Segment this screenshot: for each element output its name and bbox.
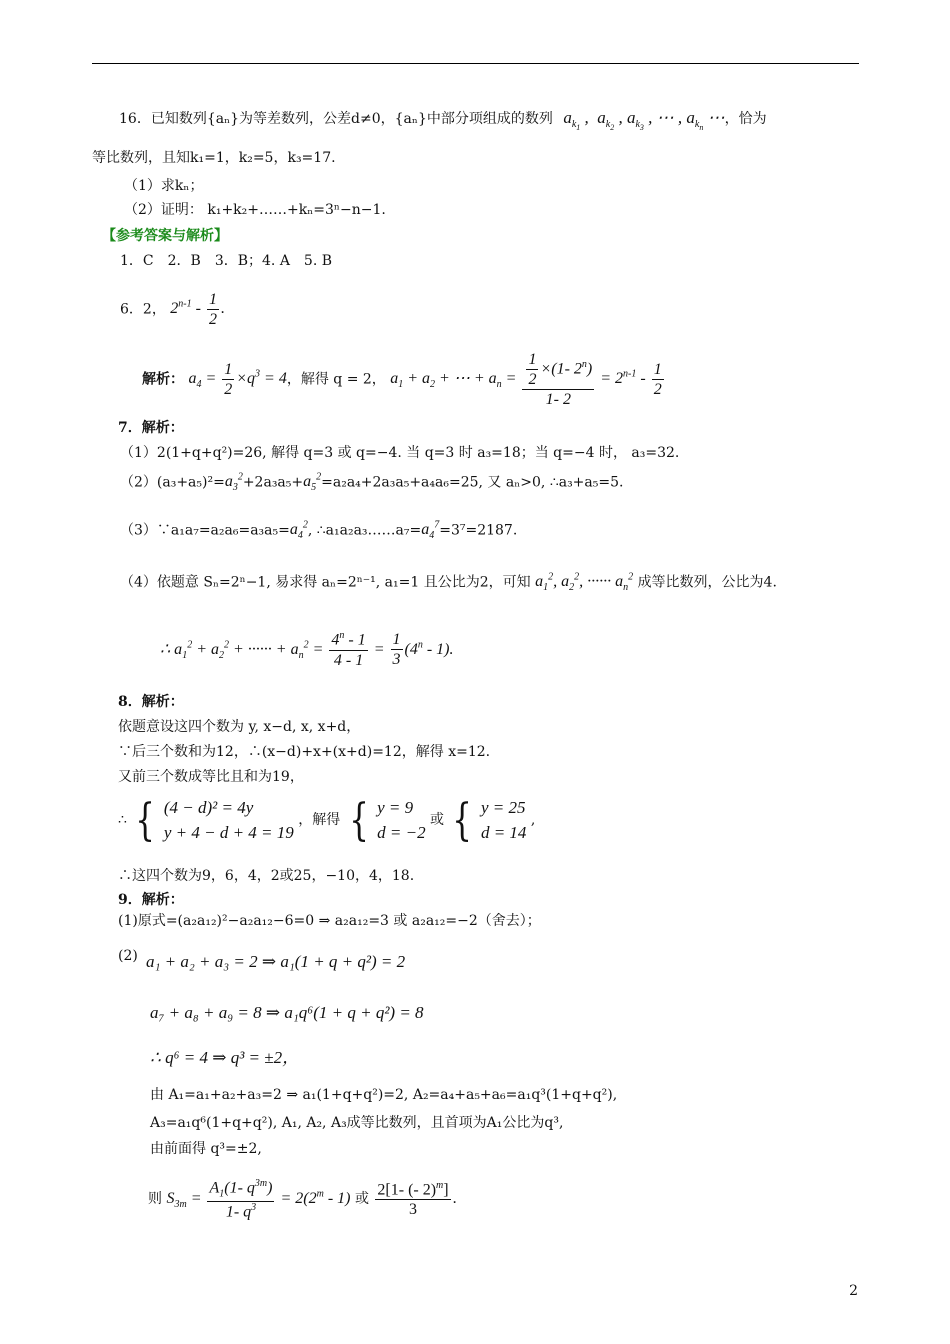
answers-1-5: 1．C 2．B 3．B；4. A 5. B — [120, 253, 333, 269]
a7-part3: $(3)\because a_1a_7=a_2a_6=a_3a_5=a_4^2$, $\therefore a_1a_2a_3\dots\dots a_7=a_4^7=3^7=2187$. — [120, 520, 518, 542]
a9-final: 则 $S_{3m}$ = $\frac{A_1(1- q^{3m})}{1- q^3}$ = $2(2^m - 1)$ 或 $\frac{2[1- (- 2)^m]}{3}$ . — [148, 1178, 457, 1220]
q16-part1: （1）求kₙ； — [124, 178, 204, 194]
a8-title: 8．解析： — [118, 694, 184, 710]
a9-line3: 由前面得 q³=±2, — [150, 1141, 262, 1157]
a7-part2: $(2)(a_3+a_5)^2=a_3^2+2a_3a_5+a_5^2=a_2a_4+2a_3a_5+a_4a_6=25$, 又 aₙ>0, ∴a₃+a₅=5. — [120, 472, 624, 494]
a6-solution: 解析： $a_4$ = $\frac{1}{2}$ $\times q^3 = 4$，解得 q = 2， $a_1 + a_2$ + ⋯ + $a_n$ = $\frac{1}{2}$ ×(1- 2$^n$) 1- 2 = $2^{n-1}$ - $\frac{1}{2}$ — [142, 350, 666, 410]
a8-line4: ∴这四个数为9，6，4，2或25，−10，4，18. — [118, 868, 415, 884]
a9-part2-label: (2) — [118, 948, 138, 964]
a8-line1: 依题意设这四个数为 y, x−d, x, x+d， — [118, 719, 361, 735]
a8-systems: ∴ { (4 − d)² = 4y y + 4 − d + 4 = 19 ，解得 { y = 9 d = −2 或 { y = 25 d = 14 , — [118, 794, 536, 846]
a7-part1: （1）2(1+q+q²)=26, 解得 q=3 或 q=−4. 当 q=3 时 a₃=18；当 q=−4 时， a₃=32. — [120, 445, 680, 461]
a7-part4: （4）依题意 Sₙ=2ⁿ−1, 易求得 aₙ=2ⁿ⁻¹, a₁=1 且公比为2，可知 $a_1^2$, $a_2^2$, ······ $a_n^2$ 成等比数列，公比为4. — [120, 572, 777, 594]
a9-eq3: ∴ q⁶ = 4 ⇒ q³ = ±2， — [150, 1048, 300, 1067]
a8-line2: ∵后三个数和为12，∴(x−d)+x+(x+d)=12，解得 x=12. — [118, 744, 491, 760]
a9-title: 9．解析： — [118, 892, 184, 908]
q16-line2: 等比数列，且知k₁=1，k₂=5，k₃=17. — [92, 150, 336, 166]
a7-title: 7．解析： — [118, 420, 184, 436]
a9-line2: A₃=a₁q⁶(1+q+q²), A₁, A₂, A₃成等比数列，且首项为A₁公比为q³, — [150, 1115, 564, 1131]
a9-line1: 由 A₁=a₁+a₂+a₃=2 ⇒ a₁(1+q+q²)=2, A₂=a₄+a₅+a₆=a₁q³(1+q+q²), — [150, 1087, 618, 1103]
a8-system1: (4 − d)² = 4y y + 4 − d + 4 = 19 — [163, 798, 294, 842]
q16-line1: 16．已知数列{aₙ}为等差数列，公差d≠0，{aₙ}中部分项组成的数列 $a_{k_1}$ , $a_{k_2}$ , $a_{k_3}$ , ⋯ , $a_{k_n}$ ⋯，恰为 — [119, 108, 767, 133]
q16-subsequence: $a_{k_1}$ , $a_{k_2}$ , $a_{k_3}$ , ⋯ , $a_{k_n}$ ⋯ — [563, 108, 725, 133]
a8-system2: y = 9 d = −2 — [377, 798, 426, 842]
a9-eq2: a₇ + a₈ + a₉ = 8 ⇒ a₁q⁶(1 + q + q²) = 8 — [150, 1003, 424, 1022]
a6-answer: 6．2， 2$^{n-1}$ - $\frac{1}{2}$ . — [120, 291, 225, 329]
answers-heading: 【参考答案与解析】 — [102, 228, 228, 244]
a6-expression: 2$^{n-1}$ - $\frac{1}{2}$ . — [170, 291, 225, 329]
a8-system3: y = 25 d = 14 — [480, 798, 527, 842]
a7-sum: ∴ $a_1^2 + a_2^2$ + ······ + $a_n^2$ = $\frac{4^n - 1}{4 - 1}$ = $\frac{1}{3}$ (4$^n$ - 1). — [160, 630, 454, 669]
a9-part1: (1)原式=(a₂a₁₂)²−a₂a₁₂−6=0 ⇒ a₂a₁₂=3 或 a₂a₁₂=−2（舍去）； — [118, 913, 541, 929]
a8-line3: 又前三个数成等比且和为19， — [118, 769, 304, 785]
a6-expr2: $a_1 + a_2$ + ⋯ + $a_n$ = $\frac{1}{2}$ ×(1- 2$^n$) 1- 2 = $2^{n-1}$ - $\frac{1}{2}$ — [390, 351, 662, 409]
a9-eq1: a₁ + a₂ + a₃ = 2 ⇒ a₁(1 + q + q²) = 2 — [146, 952, 406, 971]
header-rule — [92, 63, 859, 64]
a6-expr1: $a_4$ = $\frac{1}{2}$ $\times q^3 = 4$ — [188, 361, 287, 399]
page-number: 2 — [849, 1283, 858, 1299]
q16-part2: （2）证明： k₁+k₂+……+kₙ=3ⁿ−n−1. — [124, 202, 386, 218]
